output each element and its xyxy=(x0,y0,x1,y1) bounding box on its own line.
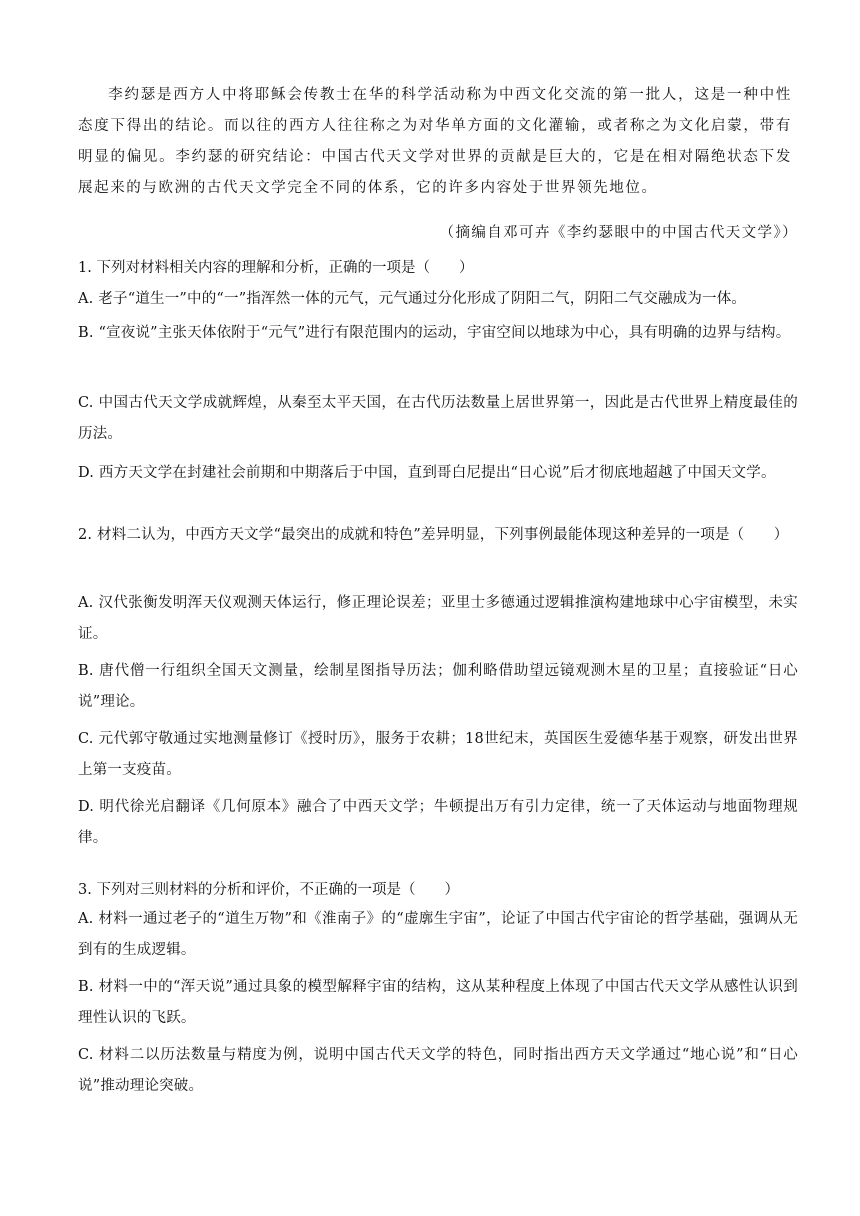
passage-source: （摘编自邓可卉《李约瑟眼中的中国古代天文学》） xyxy=(439,225,798,241)
question-2-option-d: D. 明代徐光启翻译《几何原本》融合了中西天文学；牛顿提出万有引力定律，统一了天体运动与地面物理规律。 xyxy=(78,799,798,846)
question-3-option-a: A. 材料一通过老子的“道生万物”和《淮南子》的“虚廓生宇宙”，论证了中国古代宇宙论的哲学基础，强调从无到有的生成逻辑。 xyxy=(78,911,798,958)
question-3-option-c: C. 材料二以历法数量与精度为例，说明中国古代天文学的特色，同时指出西方天文学通过“地心说”和“日心说”推动理论突破。 xyxy=(78,1047,798,1094)
passage-paragraph xyxy=(78,80,792,204)
question-2-option-c: C. 元代郭守敬通过实地测量修订《授时历》，服务于农耕；18世纪末，英国医生爱德华基于观察，研发出世界上第一支疫苗。 xyxy=(78,731,798,778)
passage-text: 李约瑟是西方人中将耶稣会传教士在华的科学活动称为中西文化交流的第一批人，这是一种中性态度下得出的结论。而以往的西方人往往称之为对华单方面的文化灌输，或者称之为文化启蒙，带有明显的偏见。李约瑟的研究结论：中国古代天文学对世界的贡献是巨大的，它是在相对隔绝状态下发展起来的与欧洲的古代天文学完全不同的体系，它的许多内容处于世界领先地位。 xyxy=(78,87,792,196)
question-1-option-a: A. 老子“道生一”中的“一”指浑然一体的元气，元气通过分化形成了阴阳二气，阴阳二气交融成为一体。 xyxy=(78,291,747,307)
question-1-option-d: D. 西方天文学在封建社会前期和中期落后于中国，直到哥白尼提出“日心说”后才彻底地超越了中国天文学。 xyxy=(78,465,776,481)
question-2-option-a: A. 汉代张衡发明浑天仪观测天体运行，修正理论误差；亚里士多德通过逻辑推演构建地球中心宇宙模型，未实证。 xyxy=(78,595,798,642)
question-2-option-b: B. 唐代僧一行组织全国天文测量，绘制星图指导历法；伽利略借助望远镜观测木星的卫星；直接验证“日心说”理论。 xyxy=(78,663,798,710)
question-1-option-c: C. 中国古代天文学成就辉煌，从秦至太平天国，在古代历法数量上居世界第一，因此是古代世界上精度最佳的历法。 xyxy=(78,395,798,442)
question-3-stem: 3. 下列对三则材料的分析和评价，不正确的一项是（ ） xyxy=(78,882,459,898)
question-2-stem: 2. 材料二认为，中西方天文学“最突出的成就和特色”差异明显，下列事例最能体现这种差异的一项是（ ） xyxy=(78,527,789,543)
question-1-option-b: B. “宣夜说”主张天体依附于“元气”进行有限范围内的运动，宇宙空间以地球为中心，具有明确的边界与结构。 xyxy=(78,325,791,341)
question-3-option-b: B. 材料一中的“浑天说”通过具象的模型解释宇宙的结构，这从某种程度上体现了中国古代天文学从感性认识到理性认识的飞跃。 xyxy=(78,979,798,1026)
question-1-stem: 1. 下列对材料相关内容的理解和分析，正确的一项是（ ） xyxy=(78,260,474,276)
